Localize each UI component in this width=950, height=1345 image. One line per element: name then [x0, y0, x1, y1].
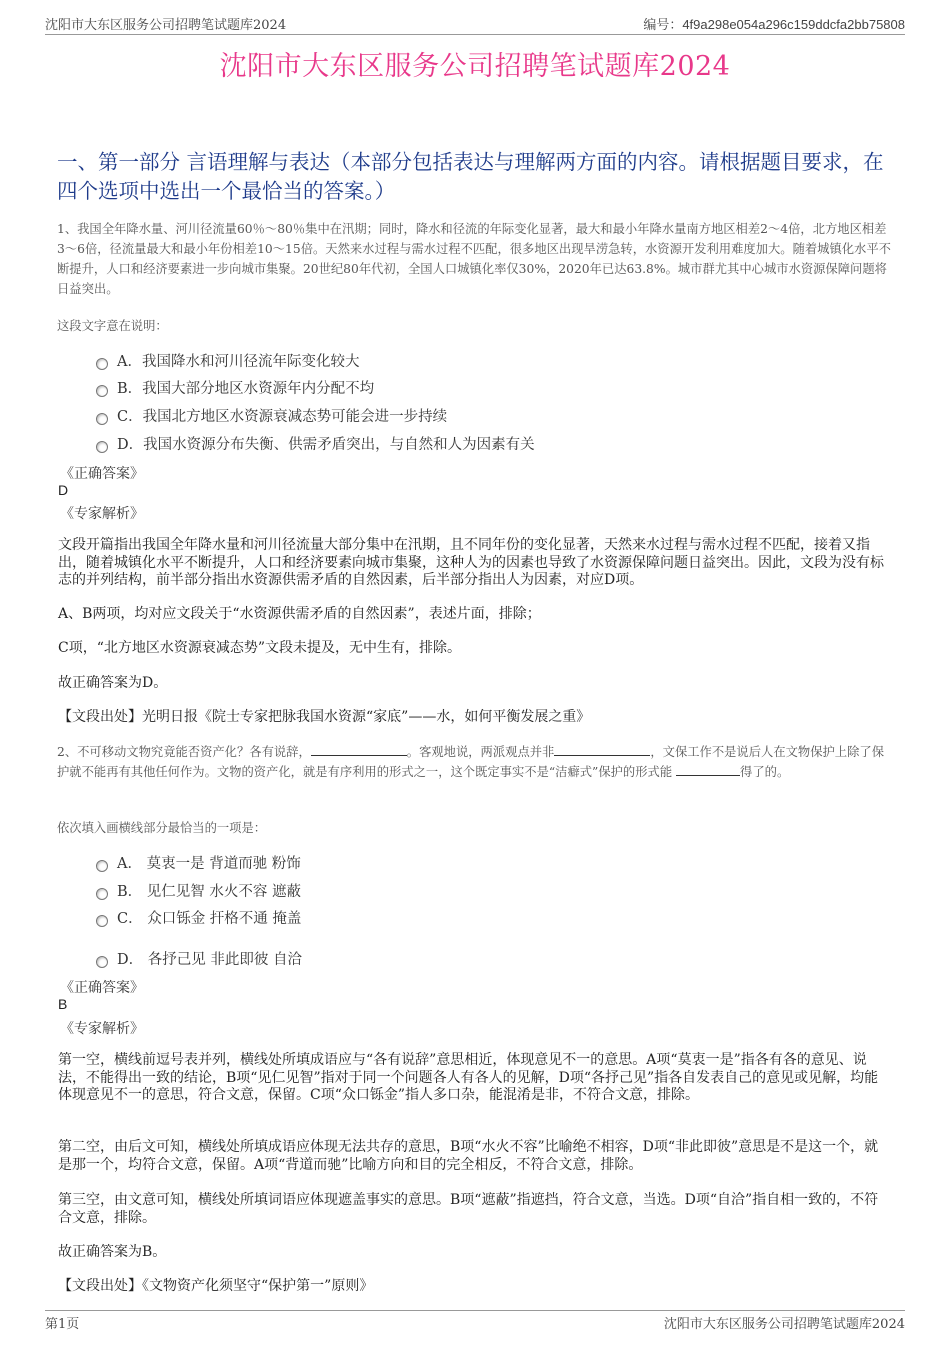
q2-prompt: 依次填入画横线部分最恰当的一项是： — [57, 821, 267, 835]
q1-source: 【文段出处】光明日报《院士专家把脉我国水资源“家底”——水，如何平衡发展之重》 — [58, 709, 591, 725]
header-doc-title: 沈阳市大东区服务公司招聘笔试题库2024 — [45, 18, 287, 33]
q1-option-a[interactable] — [96, 350, 359, 371]
header-code-value: 4f9a298e054a296c159ddcfa2bb75808 — [682, 17, 905, 32]
q2-passage-part: 得了的。 — [740, 765, 790, 779]
radio-button-icon[interactable] — [96, 358, 108, 370]
q2-option-c-text: C． 众口铄金 扞格不通 掩盖 — [117, 911, 302, 927]
radio-button-icon[interactable] — [96, 956, 108, 968]
q1-option-b-text: B．我国大部分地区水资源年内分配不均 — [117, 381, 375, 397]
q1-option-d[interactable] — [96, 433, 535, 454]
radio-button-icon[interactable] — [96, 441, 108, 453]
q1-analysis-para: 故正确答案为D。 — [58, 675, 168, 691]
q1-option-c-text: C．我国北方地区水资源衰减态势可能会进一步持续 — [117, 409, 448, 425]
q2-option-d[interactable] — [96, 948, 302, 969]
q2-passage — [57, 742, 893, 782]
q1-option-a-text: A．我国降水和河川径流年际变化较大 — [117, 354, 360, 370]
section-heading: 一、第一部分 言语理解与表达（本部分包括表达与理解两方面的内容。请根据题目要求，在四个选项中选出一个最恰当的答案。） — [57, 150, 884, 203]
q1-answer-label: 《正确答案》 — [60, 466, 144, 482]
q2-option-b[interactable] — [96, 880, 301, 901]
q2-option-d-text: D． 各抒己见 非此即彼 自洽 — [117, 952, 302, 968]
q2-analysis-para: 第一空，横线前逗号表并列，横线处所填成语应与“各有说辞”意思相近，体现意见不一的意思。A项“莫衷一是”指各有各的意见、说法，不能得出一致的结论，B项“见仁见智”指对于同一个问题各人有各人的见解，D项“各抒己见”指各自发表自己的意见或见解，均能体现意见不一的意思，符合文意，保留。C项“众口铄金”指人多口杂，能混淆是非，不符合文意，排除。 — [58, 1052, 879, 1103]
q2-option-a[interactable] — [96, 852, 301, 873]
q2-option-c[interactable] — [96, 907, 301, 928]
q2-option-a-text: A． 莫衷一是 背道而驰 粉饰 — [117, 856, 301, 872]
q1-analysis-label: 《专家解析》 — [60, 506, 144, 522]
fill-blank — [676, 763, 740, 776]
q2-option-b-text: B． 见仁见智 水火不容 遮蔽 — [117, 884, 301, 900]
q2-analysis-para: 第三空，由文意可知，横线处所填词语应体现遮盖事实的意思。B项“遮蔽”指遮挡，符合文意，当选。D项“自洽”指自相一致的，不符合文意，排除。 — [58, 1192, 879, 1226]
q2-passage-part: 。客观地说，两派观点并非 — [406, 745, 555, 759]
radio-button-icon[interactable] — [96, 888, 108, 900]
q2-source: 【文段出处】《文物资产化须坚守“保护第一”原则》 — [58, 1278, 374, 1294]
q1-answer: D — [58, 482, 69, 498]
q1-option-b[interactable] — [96, 377, 374, 398]
q2-passage-part: ，文保工作不是说后人在文物保护上除了保护就不能再有其他任何作为。文物的资产化，就是有序利用的形式之一，这个既定事实不是“洁癖式”保护的形式能 — [57, 745, 884, 779]
q2-passage-part: 2、不可移动文物究竟能否资产化？各有说辞， — [57, 745, 311, 759]
fill-blank — [554, 743, 650, 756]
q1-analysis-para: 文段开篇指出我国全年降水量和河川径流量大部分集中在汛期，且不同年份的变化显著，天然来水过程与需水过程不匹配，接着又指出，随着城镇化水平不断提升，人口和经济要素向城市集聚，这种人为的因素也导致了水资源保障问题日益突出。因此，文段为没有标志的并列结构，前半部分指出水资源供需矛盾的自然因素，后半部分指出人为因素，对应D项。 — [58, 537, 884, 588]
page-title: 沈阳市大东区服务公司招聘笔试题库2024 — [219, 51, 731, 82]
fill-blank — [311, 743, 407, 756]
q1-option-c[interactable] — [96, 405, 447, 426]
header-doc-code — [643, 14, 905, 33]
header-code-label: 编号： — [643, 18, 683, 33]
header-divider — [45, 34, 905, 35]
q1-analysis-para: A、B两项，均对应文段关于“水资源供需矛盾的自然因素”，表述片面，排除； — [58, 606, 541, 622]
q2-answer: B — [58, 996, 68, 1012]
radio-button-icon[interactable] — [96, 413, 108, 425]
q2-analysis-para: 故正确答案为B。 — [58, 1244, 167, 1260]
q2-analysis-label: 《专家解析》 — [60, 1021, 144, 1037]
q1-passage: 1、我国全年降水量、河川径流量60％～80％集中在汛期；同时，降水和径流的年际变化显著，最大和最小年降水量南方地区相差2～4倍，北方地区相差3～6倍，径流量最大和最小年份相差10～15倍。天然来水过程与需水过程不匹配，很多地区出现旱涝急转，水资源开发利用难度加大。随着城镇化水平不断提升，人口和经济要素进一步向城市集聚。20世纪80年代初，全国人口城镇化率仅30%，2020年已达63.8%。城市群尤其中心城市水资源保障问题将日益突出。 — [57, 222, 891, 296]
q1-prompt: 这段文字意在说明： — [57, 319, 168, 333]
radio-button-icon[interactable] — [96, 860, 108, 872]
q2-analysis-para: 第二空，由后文可知，横线处所填成语应体现无法共存的意思，B项“水火不容”比喻绝不相容，D项“非此即彼”意思是不是这一个，就是那一个，均符合文意，保留。A项“背道而驰”比喻方向和目的完全相反，不符合文意，排除。 — [58, 1139, 879, 1173]
q2-answer-label: 《正确答案》 — [60, 980, 144, 996]
footer-page-number: 第1页 — [45, 1317, 80, 1332]
radio-button-icon[interactable] — [96, 385, 108, 397]
radio-button-icon[interactable] — [96, 915, 108, 927]
q1-option-d-text: D．我国水资源分布失衡、供需矛盾突出，与自然和人为因素有关 — [117, 437, 535, 453]
footer-divider — [45, 1310, 905, 1311]
footer-doc-title: 沈阳市大东区服务公司招聘笔试题库2024 — [663, 1317, 905, 1332]
q1-analysis-para: C项，“北方地区水资源衰减态势”文段未提及，无中生有，排除。 — [58, 640, 462, 656]
